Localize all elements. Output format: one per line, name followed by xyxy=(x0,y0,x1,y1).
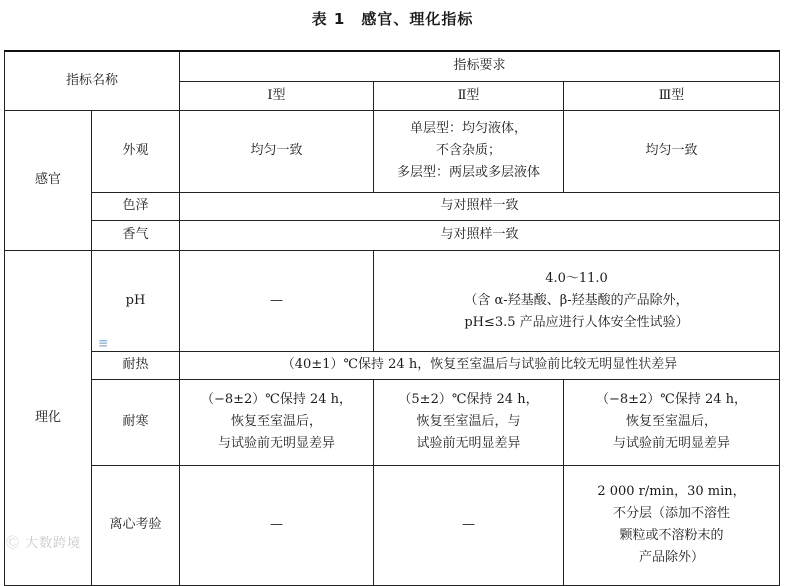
color-name: 色泽 xyxy=(92,192,180,220)
ph-line: （含 α-羟基酸、β-羟基酸的产品除外， xyxy=(464,292,689,308)
cold-type3 xyxy=(564,379,780,465)
cold-type2-line: （5±2）℃保持 24 h， xyxy=(398,392,539,407)
cold-type1-line: 与试验前无明显差异 xyxy=(217,436,335,451)
centrifuge-type3-line: 2 000 r/min，30 min， xyxy=(597,484,746,499)
ph-name: pH xyxy=(92,250,180,351)
spec-table xyxy=(4,50,780,586)
header-type3: Ⅲ型 xyxy=(564,81,780,110)
cold-type1 xyxy=(180,379,374,465)
cold-type2-line: 试验前无明显差异 xyxy=(416,436,521,451)
cold-type3-line: （−8±2）℃保持 24 h， xyxy=(595,392,748,407)
header-indicator-name: 指标名称 xyxy=(5,51,180,110)
watermark xyxy=(6,532,81,551)
sensory-label: 感官 xyxy=(5,110,92,250)
table-title: 表 1 感官、理化指标 xyxy=(311,10,474,28)
cold-type3-line: 恢复至室温后， xyxy=(625,414,717,429)
smell-name: 香气 xyxy=(92,220,180,250)
appearance-type3: 均匀一致 xyxy=(564,110,780,192)
heat-name: 耐热 xyxy=(92,351,180,379)
cold-type1-line: （−8±2）℃保持 24 h， xyxy=(200,392,353,407)
centrifuge-type3-line: 不分层（添加不溶性 xyxy=(612,506,730,521)
appearance-type2 xyxy=(374,110,564,192)
cold-type3-line: 与试验前无明显差异 xyxy=(612,436,730,451)
decorative-mark-icon: ≡ xyxy=(98,336,109,350)
appearance-name: 外观 xyxy=(92,110,180,192)
cold-name: 耐寒 xyxy=(92,379,180,465)
centrifuge-type2: — xyxy=(374,465,564,585)
ph-type1: — xyxy=(180,250,374,351)
appearance-type1: 均匀一致 xyxy=(180,110,374,192)
smell-value: 与对照样一致 xyxy=(180,220,780,250)
watermark-text: 大数跨境 xyxy=(25,536,82,551)
centrifuge-type3-line: 产品除外） xyxy=(638,550,704,565)
centrifuge-type3-line: 颗粒或不溶粉末的 xyxy=(619,528,724,543)
heat-value: （40±1）℃保持 24 h，恢复至室温后与试验前比较无明显性状差异 xyxy=(180,351,780,379)
cold-type2 xyxy=(374,379,564,465)
color-value: 与对照样一致 xyxy=(180,192,780,220)
ph-line: pH≤3.5 产品应进行人体安全性试验） xyxy=(464,314,689,330)
ph-line: 4.0～11.0 xyxy=(545,270,608,286)
header-type1: Ⅰ型 xyxy=(180,81,374,110)
centrifuge-type1: — xyxy=(180,465,374,585)
header-requirement: 指标要求 xyxy=(180,51,780,81)
centrifuge-name: 离心考验 xyxy=(92,465,180,585)
ph-type23 xyxy=(374,250,780,351)
appearance-type2-line: 不含杂质； xyxy=(435,143,501,158)
cold-type2-line: 恢复至室温后，与 xyxy=(416,414,521,429)
appearance-type2-line: 单层型：均匀液体， xyxy=(409,121,527,136)
physchem-label: 理化 xyxy=(5,250,92,585)
cold-type1-line: 恢复至室温后， xyxy=(230,414,322,429)
centrifuge-type3 xyxy=(564,465,780,585)
watermark-logo-icon: Ⓒ xyxy=(6,536,21,551)
appearance-type2-line: 多层型：两层或多层液体 xyxy=(396,165,540,180)
header-type2: Ⅱ型 xyxy=(374,81,564,110)
